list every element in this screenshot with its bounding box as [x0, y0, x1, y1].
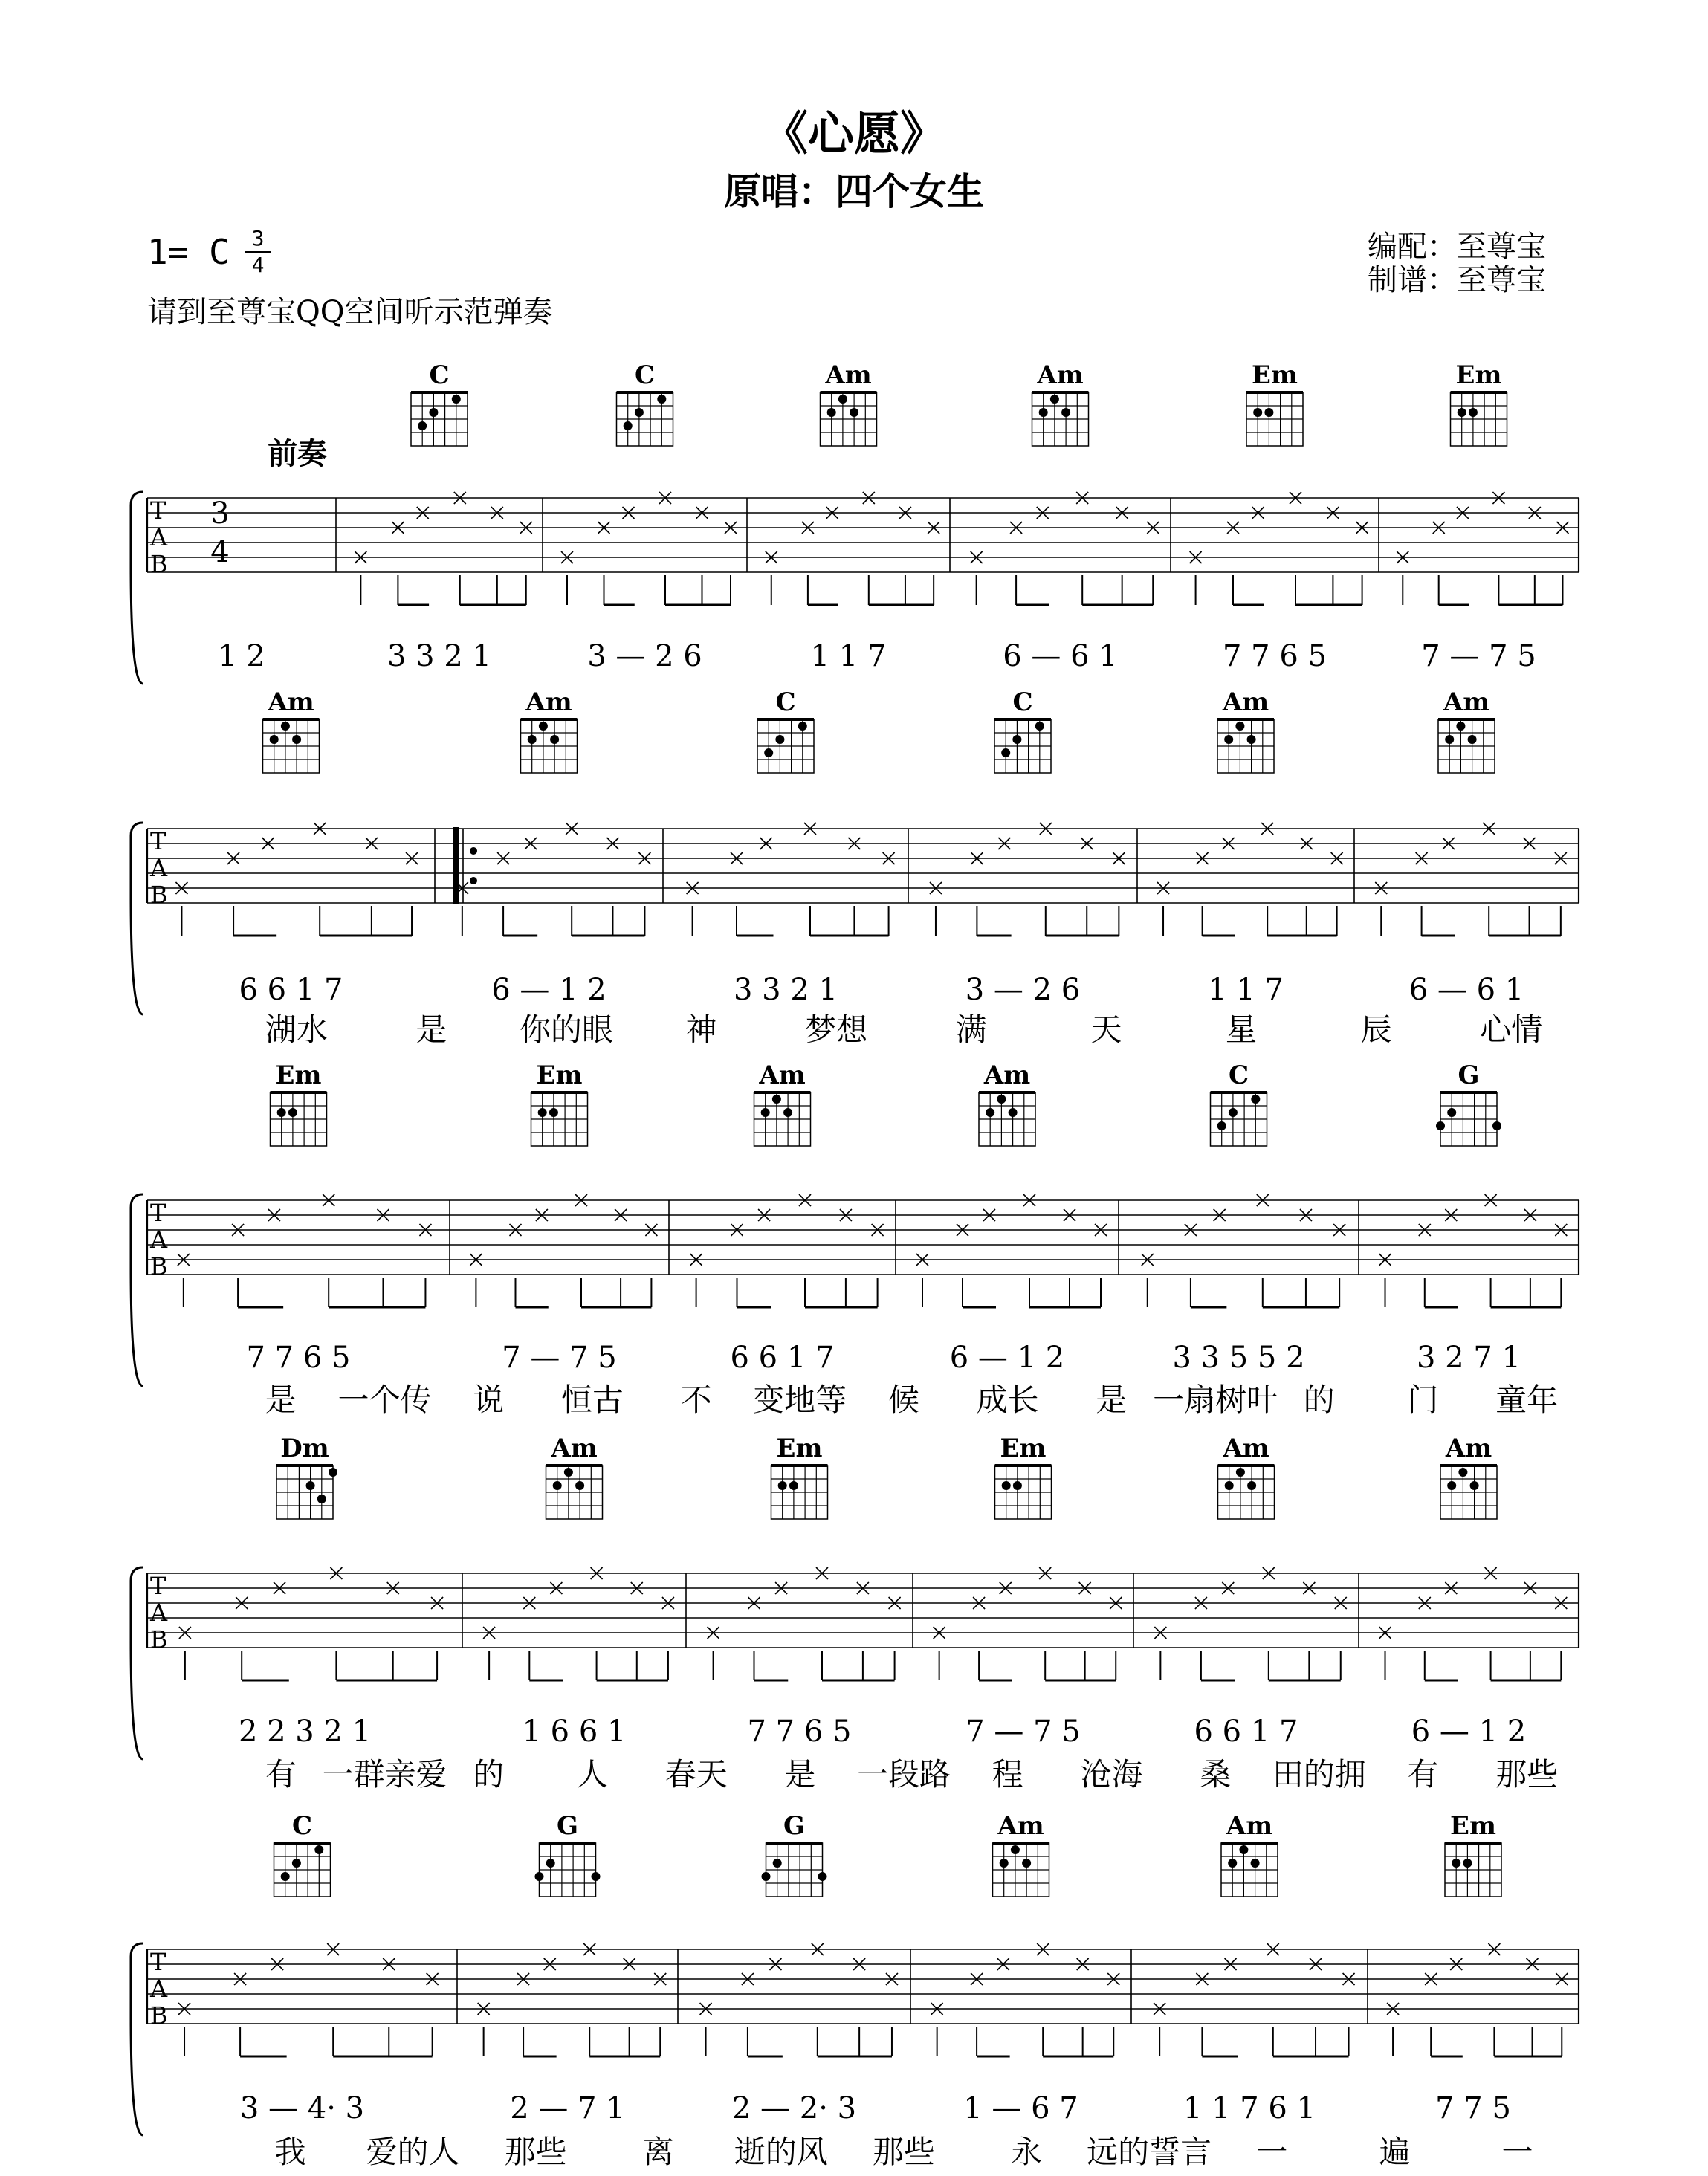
- chord-diagram: [1032, 392, 1089, 446]
- chord-finger-dot: [535, 1872, 544, 1881]
- chord-finger-dot: [657, 395, 666, 404]
- song-title: 《心愿》: [761, 106, 946, 161]
- chord-finger-dot: [773, 1859, 782, 1868]
- chord-finger-dot: [1452, 1859, 1460, 1868]
- lyric-word: 满: [955, 1011, 987, 1048]
- lyric-word: 神: [685, 1011, 717, 1048]
- chord-name: C: [775, 687, 796, 717]
- chord-finger-dot: [827, 408, 836, 417]
- numbered-notation: 3 — 2 6: [587, 639, 702, 673]
- chord-finger-dot: [764, 748, 773, 757]
- numbered-notation: 7 7 6 5: [1223, 639, 1327, 673]
- tab-letter: A: [150, 854, 168, 882]
- system-bracket: [131, 492, 143, 684]
- chord-diagram: [1246, 392, 1303, 446]
- tab-letter: B: [150, 1625, 168, 1654]
- chord-finger-dot: [1463, 1859, 1472, 1868]
- chord-finger-dot: [292, 1859, 301, 1868]
- lyric-word: 爱的人: [366, 2134, 460, 2170]
- numbered-notation: 7 7 5: [1435, 2091, 1511, 2125]
- tab-time-denominator: 4: [210, 535, 230, 569]
- lyric-word: 一扇树叶: [1153, 1382, 1278, 1418]
- chord-diagram: [271, 1092, 327, 1146]
- tab-time-numerator: 3: [210, 496, 230, 531]
- lyric-word: 梦想: [805, 1011, 868, 1048]
- chord-name: Em: [776, 1434, 823, 1463]
- chord-finger-dot: [624, 421, 633, 430]
- chord-finger-dot: [1039, 408, 1048, 417]
- chord-finger-dot: [429, 408, 438, 417]
- chord-finger-dot: [1251, 1859, 1260, 1868]
- chord-diagram: [1218, 1466, 1275, 1519]
- tab-letter: T: [150, 1572, 166, 1600]
- tab-letter: B: [150, 2001, 168, 2030]
- chord-name: Am: [997, 1811, 1044, 1841]
- chord-finger-dot: [288, 1108, 297, 1117]
- tab-system: [131, 1434, 1579, 1793]
- numbered-notation: 3 3 2 1: [387, 639, 491, 673]
- lyric-word: 遍: [1379, 2134, 1411, 2170]
- chord-finger-dot: [1012, 735, 1021, 744]
- chord-diagram: [771, 1466, 828, 1519]
- lyric-word: 变地等: [753, 1382, 847, 1418]
- lyric-word: 的: [1303, 1382, 1335, 1418]
- chord-finger-dot: [1224, 735, 1233, 744]
- lyric-word: 那些: [1495, 1756, 1559, 1793]
- chord-diagram: [994, 719, 1051, 773]
- chord-diagram: [754, 1092, 811, 1146]
- chord-finger-dot: [546, 1859, 555, 1868]
- song-artist: 原唱：四个女生: [724, 169, 984, 213]
- chord-finger-dot: [281, 1872, 290, 1881]
- chord-diagram: [762, 1843, 827, 1897]
- system-bracket: [131, 1567, 143, 1759]
- chord-finger-dot: [418, 421, 427, 430]
- chord-finger-dot: [1470, 1481, 1479, 1490]
- chord-finger-dot: [314, 1845, 323, 1854]
- system-bracket: [131, 1943, 143, 2135]
- chord-name: Am: [551, 1434, 598, 1463]
- chord-finger-dot: [986, 1108, 994, 1117]
- lyric-word: 永: [1011, 2134, 1043, 2170]
- chord-finger-dot: [1447, 1481, 1456, 1490]
- lyric-word: 你的眼: [519, 1011, 614, 1048]
- lyric-word: 逝的风: [734, 2134, 828, 2170]
- chord-name: Am: [1222, 687, 1269, 717]
- tab-letter: A: [150, 1599, 168, 1627]
- demo-note: 请到至尊宝QQ空间听示范弹奏: [147, 295, 553, 329]
- numbered-notation: 7 — 7 5: [502, 1341, 617, 1375]
- chord-name: Em: [536, 1061, 583, 1090]
- numbered-notation: 7 — 7 5: [965, 1714, 1081, 1749]
- chord-name: G: [556, 1811, 579, 1841]
- numbered-notation: 1 — 6 7: [963, 2091, 1078, 2125]
- lyric-word: 不: [680, 1382, 712, 1418]
- tab-letter: A: [150, 1225, 168, 1254]
- chord-diagram: [411, 392, 468, 446]
- chord-name: C: [291, 1811, 313, 1841]
- chord-name: G: [783, 1811, 806, 1841]
- numbered-notation: 2 — 2· 3: [731, 2091, 857, 2125]
- chord-finger-dot: [1253, 408, 1262, 417]
- chord-finger-dot: [798, 722, 807, 731]
- chord-finger-dot: [1236, 1468, 1245, 1477]
- chord-name: C: [1228, 1061, 1249, 1090]
- lyric-word: 星: [1225, 1011, 1258, 1048]
- chord-finger-dot: [1000, 1859, 1009, 1868]
- chord-finger-dot: [762, 1872, 771, 1881]
- chord-diagram: [546, 1466, 603, 1519]
- chord-name: Am: [983, 1061, 1031, 1090]
- chord-name: Em: [1455, 360, 1502, 390]
- chord-finger-dot: [1239, 1845, 1248, 1854]
- lyric-word: 是: [415, 1011, 447, 1048]
- chord-finger-dot: [818, 1872, 827, 1881]
- numbered-notation: 3 3 5 5 2: [1172, 1341, 1305, 1375]
- numbered-notation: 1 1 7 6 1: [1183, 2091, 1316, 2125]
- lyric-word: 辰: [1360, 1011, 1392, 1048]
- chord-finger-dot: [838, 395, 847, 404]
- lyric-word: 一: [1256, 2134, 1288, 2170]
- chord-name: Am: [1443, 687, 1490, 717]
- numbered-notation: 3 — 2 6: [965, 973, 1081, 1007]
- chord-diagram: [531, 1092, 588, 1146]
- tab-letter: T: [150, 827, 166, 855]
- key-signature: 1= C: [147, 232, 230, 272]
- numbered-notation: 6 — 6 1: [1003, 639, 1118, 673]
- chord-finger-dot: [281, 722, 290, 731]
- chord-name: Am: [1223, 1434, 1269, 1463]
- chord-name: Am: [1226, 1811, 1273, 1841]
- chord-finger-dot: [306, 1481, 315, 1490]
- chord-finger-dot: [539, 722, 548, 731]
- chord-finger-dot: [778, 1481, 787, 1490]
- tab-letter: B: [150, 1252, 168, 1280]
- numbered-notation: 1 6 6 1: [522, 1714, 627, 1749]
- lyric-word: 田的拥: [1272, 1756, 1366, 1793]
- lyric-word: 天: [1090, 1011, 1122, 1048]
- chord-finger-dot: [1022, 1859, 1031, 1868]
- chord-finger-dot: [1251, 1095, 1260, 1104]
- chord-name: Em: [275, 1061, 322, 1090]
- lyric-word: 的: [473, 1756, 505, 1793]
- lyric-word: 候: [887, 1382, 920, 1418]
- chord-finger-dot: [329, 1468, 337, 1477]
- chord-finger-dot: [528, 735, 537, 744]
- chord-diagram: [535, 1843, 601, 1897]
- tab-time-signature: [210, 496, 229, 569]
- lyric-word: 有: [265, 1756, 297, 1793]
- numbered-notation: 6 — 6 1: [1408, 973, 1524, 1007]
- chord-finger-dot: [317, 1495, 326, 1503]
- tab-system: [131, 1061, 1579, 1418]
- chord-finger-dot: [1264, 408, 1273, 417]
- chord-diagram: [1440, 1466, 1497, 1519]
- numbered-notation: 1 1 7: [810, 639, 887, 673]
- chord-finger-dot: [1447, 1108, 1456, 1117]
- chord-name: Am: [1445, 1434, 1492, 1463]
- chord-name: Am: [268, 687, 314, 717]
- chord-finger-dot: [1013, 1481, 1022, 1490]
- chord-finger-dot: [1002, 1481, 1011, 1490]
- chord-finger-dot: [1436, 1121, 1445, 1130]
- chord-name: Em: [1252, 360, 1298, 390]
- chord-finger-dot: [635, 408, 644, 417]
- lyric-word: 桑: [1200, 1756, 1232, 1793]
- chord-diagram: [263, 719, 320, 773]
- lyric-word: 是: [1096, 1382, 1128, 1418]
- numbered-notation: 6 6 1 7: [1194, 1714, 1298, 1749]
- numbered-notation: 6 — 1 2: [1411, 1714, 1527, 1749]
- lyric-word: 离: [642, 2134, 674, 2170]
- numbered-notation: 1 2: [218, 639, 265, 673]
- lyric-word: 那些: [504, 2134, 567, 2170]
- chord-finger-dot: [1217, 1121, 1226, 1130]
- chord-name: Am: [525, 687, 572, 717]
- chord-name: G: [1458, 1061, 1480, 1090]
- lyric-word: 一个传: [337, 1382, 432, 1418]
- system-bracket: [131, 823, 143, 1014]
- tab-letter: T: [150, 1199, 166, 1227]
- chord-diagram: [521, 719, 578, 773]
- chord-finger-dot: [775, 735, 784, 744]
- chord-finger-dot: [761, 1108, 770, 1117]
- chord-diagram: [1217, 719, 1274, 773]
- repeat-dot: [470, 877, 477, 884]
- chord-name: C: [429, 360, 450, 390]
- chord-finger-dot: [1469, 408, 1478, 417]
- chord-finger-dot: [550, 735, 559, 744]
- tab-letter: B: [150, 550, 168, 578]
- chord-diagram: [1436, 1092, 1501, 1146]
- chord-finger-dot: [1061, 408, 1070, 417]
- numbered-notation: 6 — 1 2: [949, 1341, 1065, 1375]
- chord-finger-dot: [1456, 722, 1465, 731]
- lyric-word: 一段路: [856, 1756, 951, 1793]
- chord-diagram: [617, 392, 673, 446]
- chord-finger-dot: [1458, 1468, 1467, 1477]
- numbered-notation: 7 7 6 5: [747, 1714, 852, 1749]
- lyric-word: 人: [576, 1756, 608, 1793]
- chord-finger-dot: [1228, 1859, 1237, 1868]
- chord-finger-dot: [1468, 735, 1477, 744]
- chord-finger-dot: [1035, 722, 1044, 731]
- numbered-notation: 7 7 6 5: [246, 1341, 351, 1375]
- chord-diagram: [993, 1843, 1049, 1897]
- tab-system: [131, 360, 1579, 684]
- chord-diagram: [1438, 719, 1495, 773]
- lyric-word: 春天: [664, 1756, 728, 1793]
- chord-diagram: [757, 719, 814, 773]
- chord-name: Am: [1037, 360, 1084, 390]
- lyric-word: 程: [992, 1756, 1023, 1793]
- tab-system: [131, 1811, 1579, 2170]
- lyric-word: 门: [1407, 1382, 1439, 1418]
- chord-name: Dm: [280, 1434, 329, 1463]
- lyric-word: 说: [473, 1382, 505, 1418]
- tab-letter: B: [150, 881, 168, 909]
- time-signature-denominator: 4: [251, 253, 265, 277]
- chord-name: C: [1012, 687, 1033, 717]
- numbered-notation: 6 6 1 7: [239, 973, 343, 1007]
- chord-finger-dot: [1445, 735, 1454, 744]
- transcriber-credit: 制谱：至尊宝: [1368, 263, 1546, 297]
- numbered-notation: 7 — 7 5: [1421, 639, 1536, 673]
- repeat-dot: [470, 847, 477, 855]
- chord-finger-dot: [1458, 408, 1466, 417]
- chord-finger-dot: [1247, 1481, 1256, 1490]
- lyric-word: 有: [1407, 1756, 1439, 1793]
- lyric-word: 心情: [1480, 1011, 1543, 1048]
- chord-finger-dot: [1225, 1481, 1234, 1490]
- numbered-notation: 3 2 7 1: [1417, 1341, 1521, 1375]
- lyric-word: 我: [274, 2134, 306, 2170]
- numbered-notation: 6 — 1 2: [491, 973, 606, 1007]
- chord-finger-dot: [1492, 1121, 1501, 1130]
- chord-finger-dot: [789, 1481, 798, 1490]
- tab-letter: A: [150, 1975, 168, 2003]
- chord-finger-dot: [564, 1468, 573, 1477]
- numbered-notation: 2 — 7 1: [510, 2091, 625, 2125]
- chord-finger-dot: [270, 735, 279, 744]
- chord-finger-dot: [538, 1108, 547, 1117]
- chord-finger-dot: [1011, 1845, 1020, 1854]
- chord-finger-dot: [292, 735, 301, 744]
- tab-system: [131, 687, 1579, 1048]
- tab-letter: A: [150, 523, 168, 551]
- chord-finger-dot: [772, 1095, 781, 1104]
- lyric-word: 那些: [872, 2134, 936, 2170]
- chord-diagram: [1211, 1092, 1267, 1146]
- tab-letter: T: [150, 1948, 166, 1976]
- lyric-word: 沧海: [1080, 1756, 1143, 1793]
- lyric-word: 是: [784, 1756, 816, 1793]
- chord-diagram: [995, 1466, 1052, 1519]
- lyric-word: 成长: [976, 1382, 1039, 1418]
- chord-name: Em: [1450, 1811, 1496, 1841]
- lyric-word: 一: [1501, 2134, 1533, 2170]
- chord-diagram: [276, 1466, 337, 1519]
- lyric-word: 一群亲爱: [322, 1756, 447, 1793]
- chord-finger-dot: [277, 1108, 286, 1117]
- chord-finger-dot: [1235, 722, 1244, 731]
- chord-name: Em: [1000, 1434, 1047, 1463]
- chord-finger-dot: [1001, 748, 1010, 757]
- lyric-word: 恒古: [560, 1382, 624, 1418]
- lyric-word: 是: [265, 1382, 297, 1418]
- chord-name: Am: [759, 1061, 806, 1090]
- chord-finger-dot: [592, 1872, 601, 1881]
- numbered-notation: 3 3 2 1: [734, 973, 838, 1007]
- chord-diagram: [1451, 392, 1507, 446]
- chord-diagram: [1445, 1843, 1501, 1897]
- chord-diagram: [274, 1843, 331, 1897]
- lyric-word: 童年: [1495, 1382, 1559, 1418]
- chord-finger-dot: [997, 1095, 1006, 1104]
- chord-finger-dot: [1050, 395, 1059, 404]
- tab-letter: T: [150, 496, 166, 525]
- lyric-word: 远的誓言: [1087, 2134, 1212, 2170]
- numbered-notation: 6 6 1 7: [730, 1341, 835, 1375]
- chord-diagram: [821, 392, 877, 446]
- time-signature-numerator: 3: [245, 226, 271, 253]
- chord-finger-dot: [783, 1108, 792, 1117]
- chord-name: Am: [825, 360, 872, 390]
- chord-finger-dot: [1009, 1108, 1018, 1117]
- chord-finger-dot: [1229, 1108, 1238, 1117]
- intro-label: 前奏: [268, 436, 327, 471]
- chord-name: C: [634, 360, 656, 390]
- chord-finger-dot: [1247, 735, 1256, 744]
- chord-finger-dot: [452, 395, 461, 404]
- numbered-notation: 3 — 4· 3: [239, 2091, 365, 2125]
- chord-diagram: [979, 1092, 1035, 1146]
- numbered-notation: 2 2 3 2 1: [238, 1714, 372, 1749]
- chord-finger-dot: [575, 1481, 584, 1490]
- chord-finger-dot: [553, 1481, 562, 1490]
- chord-finger-dot: [850, 408, 858, 417]
- arranger-credit: 编配：至尊宝: [1368, 230, 1546, 264]
- numbered-notation: 1 1 7: [1208, 973, 1284, 1007]
- chord-finger-dot: [549, 1108, 558, 1117]
- system-bracket: [131, 1194, 143, 1386]
- lyric-word: 湖水: [265, 1011, 328, 1048]
- chord-diagram: [1221, 1843, 1278, 1897]
